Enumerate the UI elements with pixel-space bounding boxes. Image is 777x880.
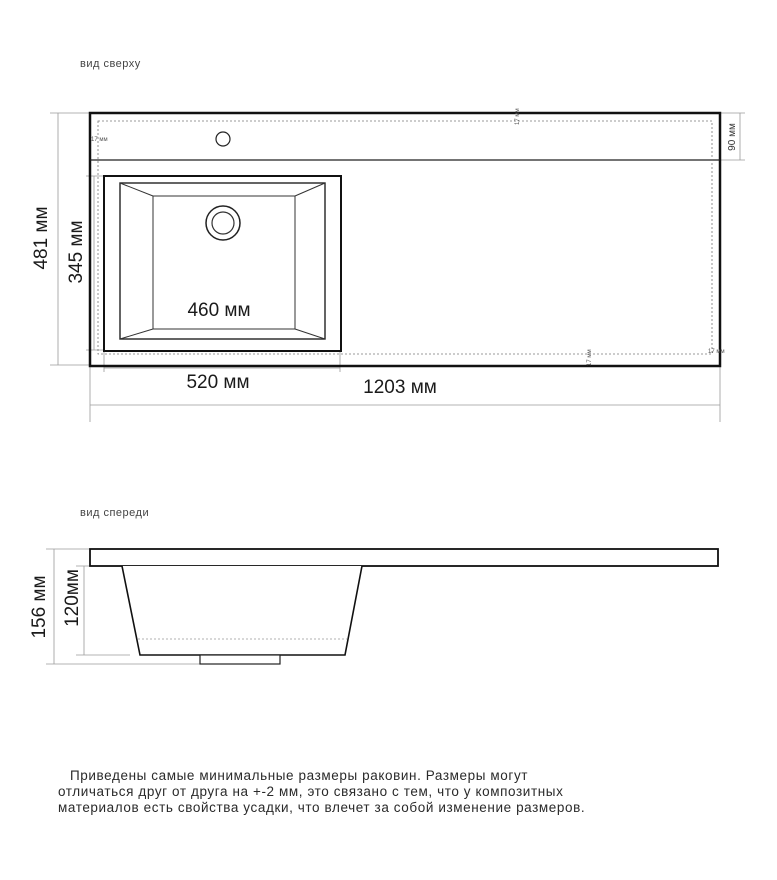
bowl-width-label: 520 мм: [186, 372, 250, 393]
dimensions-note: [58, 768, 730, 816]
note-line-3: материалов есть свойства усадки, что влечет за собой изменение размеров.: [58, 800, 586, 815]
offset-label-right: 17 мм: [708, 349, 725, 355]
rim-label: 90 мм: [727, 123, 738, 151]
width-label: 1203 мм: [363, 377, 437, 398]
offset-label-top: 17 мм: [515, 108, 521, 125]
bowl-depth-label: 345 мм: [66, 220, 87, 284]
bowl-inner-label: 460 мм: [187, 300, 251, 321]
bowl-front-view: [122, 566, 362, 655]
total-height-label: 156 мм: [29, 575, 50, 639]
offset-label-bottom: 17 мм: [587, 349, 593, 366]
depth-label: 481 мм: [31, 206, 52, 270]
top-view-title: вид сверху: [80, 58, 141, 70]
countertop-front: [90, 549, 718, 566]
note-line-1: Приведены самые минимальные размеры раковин. Размеры могут: [70, 768, 529, 783]
bowl-top-view: [104, 176, 341, 351]
front-view-title: вид спереди: [80, 507, 150, 519]
faucet-hole: [216, 132, 230, 146]
offset-label-left: 17 мм: [91, 137, 108, 143]
bowl-height-label: 120мм: [62, 569, 83, 627]
drain-icon: [206, 206, 240, 240]
note-line-2: отличаться друг от друга на +-2 мм, это связано с тем, что у композитных: [58, 784, 564, 799]
drain-pipe: [200, 655, 280, 664]
